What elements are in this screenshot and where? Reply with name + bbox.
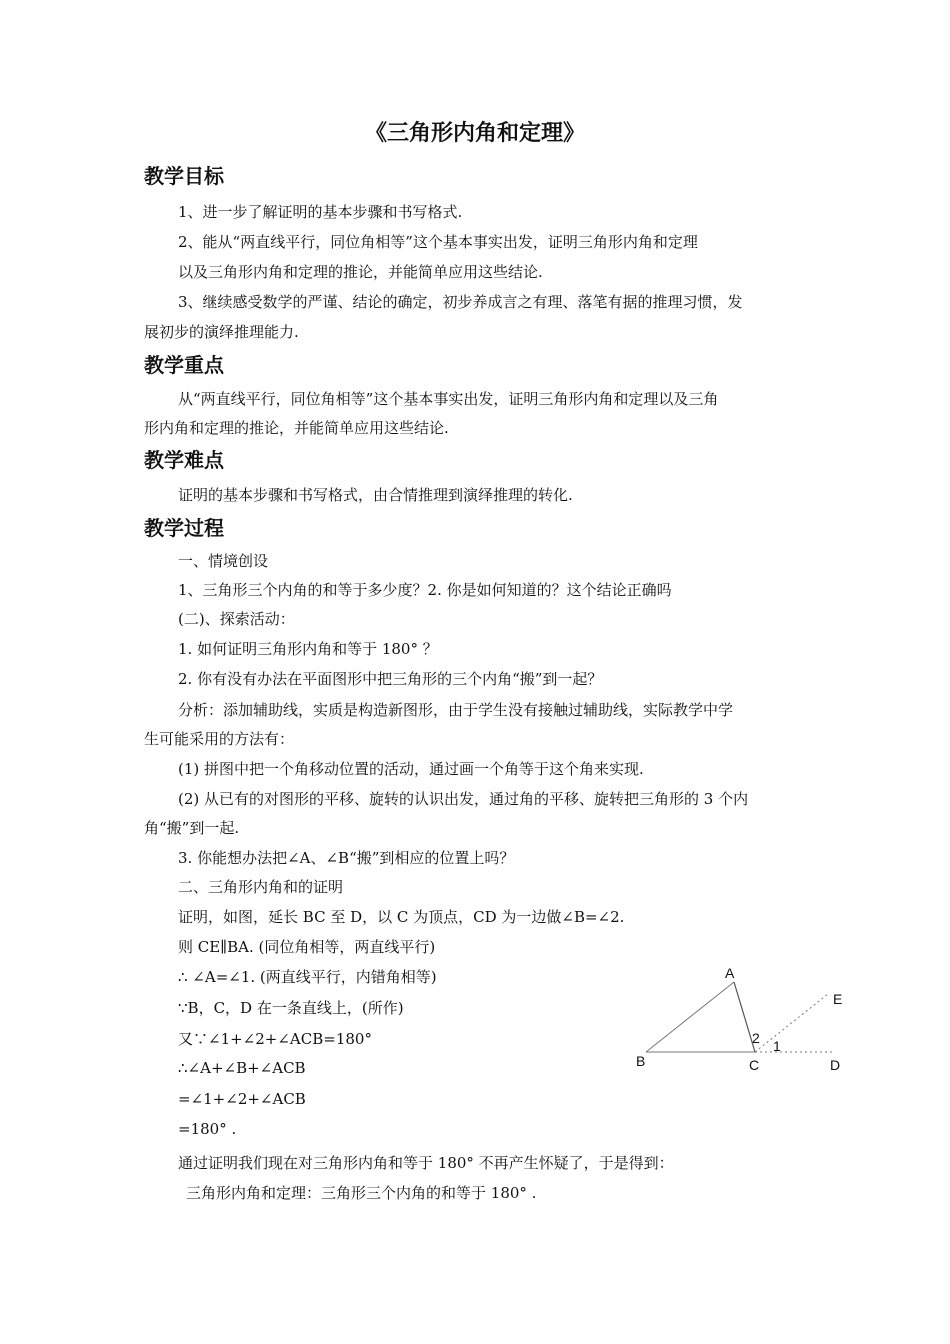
process-line-21: 通过证明我们现在对三角形内角和等于 180° 不再产生怀疑了，于是得到： [178, 1154, 674, 1172]
process-line-20: =180° . [178, 1120, 237, 1138]
label-e: E [833, 991, 843, 1007]
process-line-22: 三角形内角和定理：三角形三个内角的和等于 180° . [186, 1184, 537, 1202]
label-c: C [749, 1057, 760, 1073]
process-line-16: ∵B，C，D 在一条直线上，(所作) [178, 999, 404, 1017]
document-title: 《三角形内角和定理》 [364, 121, 585, 146]
process-line-10: 角“搬”到一起. [144, 819, 240, 837]
goals-line-4: 3、继续感受数学的严谨、结论的确定，初步养成言之有理、落笔有据的推理习惯，发 [178, 293, 743, 311]
goals-line-5: 展初步的演绎推理能力. [144, 323, 299, 341]
key-line-1: 从“两直线平行，同位角相等”这个基本事实出发，证明三角形内角和定理以及三角 [178, 390, 719, 408]
label-angle-1: 1 [773, 1038, 781, 1054]
side-ab [646, 982, 734, 1052]
label-d: D [830, 1057, 841, 1073]
process-line-18: ∴∠A+∠B+∠ACB [178, 1059, 306, 1077]
process-line-4: 1. 如何证明三角形内角和等于 180° ？ [178, 640, 438, 658]
heading-process: 教学过程 [144, 516, 224, 540]
process-line-14: 则 CE∥BA. (同位角相等，两直线平行) [178, 938, 436, 956]
process-line-13: 证明，如图，延长 BC 至 D，以 C 为顶点，CD 为一边做∠B=∠2. [178, 908, 625, 926]
heading-key: 教学重点 [144, 353, 224, 377]
process-line-11: 3. 你能想办法把∠A、∠B“搬”到相应的位置上吗？ [178, 849, 515, 867]
process-line-5: 2. 你有没有办法在平面图形中把三角形的三个内角“搬”到一起？ [178, 670, 603, 688]
process-line-7: 生可能采用的方法有： [144, 730, 295, 748]
process-line-19: =∠1+∠2+∠ACB [178, 1090, 306, 1108]
goals-line-3: 以及三角形内角和定理的推论，并能简单应用这些结论. [178, 263, 543, 281]
process-line-9: (2) 从已有的对图形的平移、旋转的认识出发，通过角的平移、旋转把三角形的 3 个内 [178, 790, 749, 808]
process-line-2: 1、三角形三个内角的和等于多少度？2. 你是如何知道的？这个结论正确吗 [178, 581, 672, 599]
heading-difficulty: 教学难点 [144, 448, 224, 472]
goals-line-1: 1、进一步了解证明的基本步骤和书写格式. [178, 203, 463, 221]
process-line-12: 二、三角形内角和的证明 [178, 878, 344, 896]
process-line-15: ∴ ∠A=∠1. (两直线平行，内错角相等) [178, 968, 437, 986]
label-b: B [636, 1053, 646, 1069]
label-a: A [725, 965, 735, 981]
process-line-8: (1) 拼图中把一个角移动位置的活动，通过画一个角等于这个角来实现. [178, 760, 644, 778]
ray-ce [755, 994, 828, 1052]
difficulty-line-1: 证明的基本步骤和书写格式，由合情推理到演绎推理的转化. [178, 486, 573, 504]
process-line-1: 一、情境创设 [178, 552, 269, 570]
process-line-3: (二)、探索活动： [178, 610, 295, 628]
goals-line-2: 2、能从“两直线平行，同位角相等”这个基本事实出发，证明三角形内角和定理 [178, 233, 698, 251]
process-line-6: 分析：添加辅助线，实质是构造新图形，由于学生没有接触过辅助线，实际教学中学 [178, 701, 734, 719]
label-angle-2: 2 [752, 1030, 760, 1046]
triangle-figure [628, 962, 858, 1082]
process-line-17: 又∵∠1+∠2+∠ACB=180° [178, 1030, 372, 1048]
key-line-2: 形内角和定理的推论，并能简单应用这些结论. [144, 419, 449, 437]
heading-goals: 教学目标 [144, 164, 224, 188]
